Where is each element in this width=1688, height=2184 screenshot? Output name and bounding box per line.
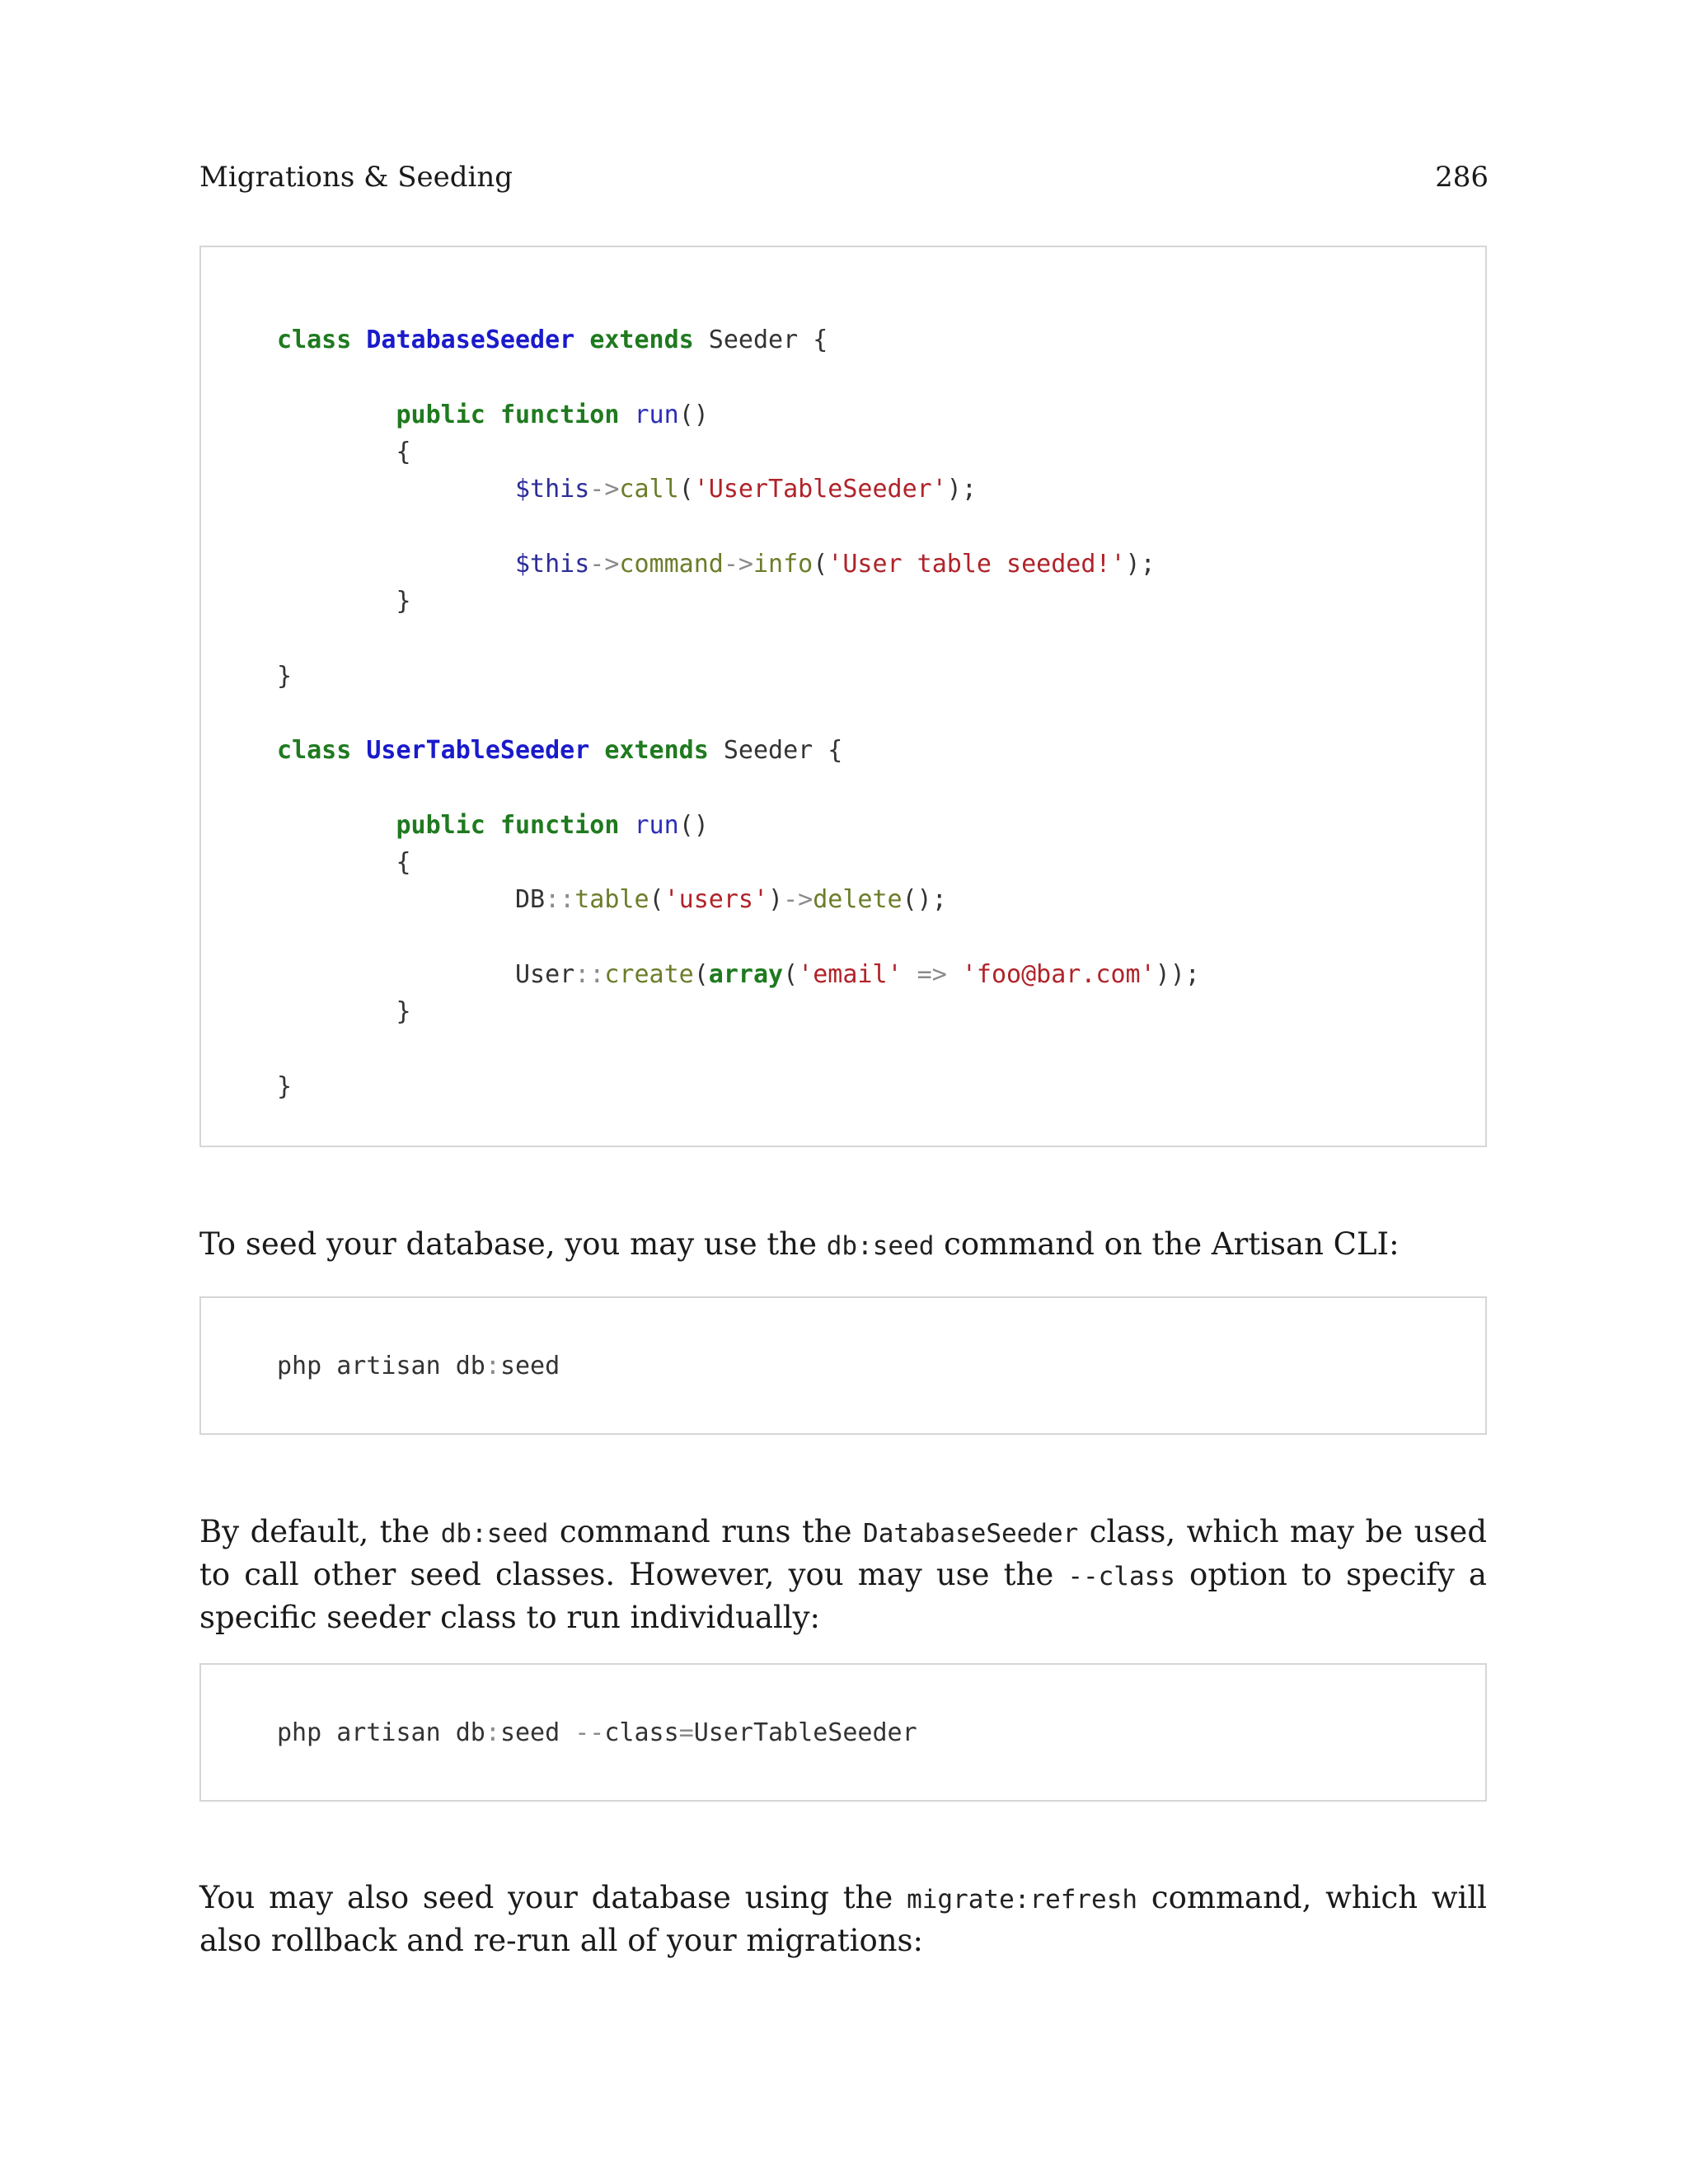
- code-text: );: [1125, 549, 1156, 579]
- code-text: Seeder {: [708, 736, 843, 766]
- text: command, which will also rollback and re-run all of your migrations:: [199, 1880, 1487, 1958]
- space: [485, 811, 500, 840]
- class-reference: User: [514, 960, 575, 990]
- operator: ->: [783, 885, 814, 915]
- space: [351, 736, 366, 765]
- text: option to specify a specific seeder class to run individually:: [199, 1557, 1487, 1635]
- code-line: {: [396, 437, 411, 466]
- code-line: }: [277, 1071, 293, 1101]
- code-line: }: [277, 661, 293, 691]
- code-line: [396, 811, 709, 840]
- code-block-seeder-classes: [199, 246, 1487, 1147]
- operator: --: [574, 1718, 605, 1747]
- paragraph-db-seed: [199, 1224, 1487, 1267]
- method-name: create: [604, 960, 694, 990]
- operator: ->: [589, 549, 620, 579]
- keyword: public: [396, 400, 485, 429]
- keyword: function: [499, 400, 620, 429]
- text: By default, the: [199, 1514, 441, 1549]
- method-name: call: [619, 475, 679, 504]
- code-line: [515, 885, 947, 914]
- class-name: UserTableSeeder: [366, 736, 590, 766]
- operator: ::: [574, 960, 605, 990]
- keyword: function: [499, 810, 620, 840]
- space: [589, 736, 604, 765]
- code-line: {: [396, 848, 411, 878]
- operator: =>: [917, 960, 947, 990]
- command-text: UserTableSeeder: [693, 1718, 917, 1747]
- space: [619, 401, 634, 429]
- space: [947, 960, 962, 989]
- operator: :: [485, 1718, 500, 1747]
- string-literal: 'foo@bar.com': [961, 960, 1156, 990]
- code-text: (: [783, 960, 799, 990]
- keyword: extends: [604, 736, 709, 766]
- code-line: [396, 401, 709, 429]
- operator: ->: [589, 475, 620, 504]
- text: You may also seed your database using the: [199, 1880, 907, 1915]
- operator: ->: [723, 549, 753, 579]
- class-reference: DB: [514, 885, 546, 915]
- code-text: ): [768, 885, 784, 915]
- inline-code: db:seed: [440, 1519, 549, 1549]
- code-text: );: [946, 475, 977, 504]
- code-text: ();: [902, 885, 947, 915]
- code-line: [515, 960, 1200, 989]
- string-literal: 'User table seeded!': [828, 549, 1126, 579]
- paragraph-migrate-refresh: [199, 1877, 1487, 1961]
- space: [574, 326, 589, 354]
- code-block-seed-command: [199, 1296, 1487, 1435]
- keyword: class: [277, 326, 352, 354]
- text: class, which may be used to call other seed classes. However, you may use the: [199, 1514, 1487, 1592]
- variable: $this: [514, 475, 590, 504]
- code-listing: [277, 321, 1200, 1105]
- section-title: Migrations & Seeding: [199, 161, 513, 194]
- code-line: }: [396, 587, 411, 616]
- space: [903, 960, 917, 989]
- code-text: (: [649, 885, 664, 915]
- keyword: extends: [589, 326, 694, 354]
- string-literal: 'email': [798, 960, 903, 990]
- code-text: (): [678, 400, 709, 429]
- method-name: table: [574, 885, 649, 915]
- code-line: [277, 736, 842, 765]
- operator: ::: [545, 885, 575, 915]
- running-header: [199, 157, 1489, 198]
- class-name: DatabaseSeeder: [366, 326, 575, 354]
- inline-code: db:seed: [826, 1231, 935, 1261]
- method-name: command: [619, 549, 724, 579]
- text: To seed your database, you may use the: [199, 1226, 827, 1262]
- command-text: class: [604, 1718, 679, 1747]
- operator: :: [485, 1352, 500, 1380]
- variable: $this: [514, 549, 590, 579]
- inline-code: --class: [1067, 1562, 1175, 1591]
- operator: =: [678, 1718, 694, 1747]
- command-text: seed: [499, 1718, 575, 1747]
- code-listing: [277, 1347, 560, 1385]
- keyword: class: [277, 736, 352, 766]
- text: command runs the: [548, 1514, 864, 1549]
- string-literal: 'UserTableSeeder': [693, 475, 947, 504]
- inline-code: migrate:refresh: [907, 1885, 1138, 1915]
- method-name: delete: [813, 885, 903, 915]
- code-line: [277, 326, 828, 354]
- code-line: [515, 475, 977, 504]
- command-text: seed: [499, 1352, 560, 1380]
- code-listing: [277, 1714, 917, 1751]
- code-text: ));: [1155, 960, 1200, 990]
- code-text: (: [813, 549, 828, 579]
- code-line: }: [396, 997, 411, 1027]
- command-text: php artisan db: [277, 1718, 485, 1747]
- function-name: run: [634, 400, 679, 429]
- text: command on the Artisan CLI:: [934, 1226, 1400, 1262]
- keyword: array: [708, 960, 784, 990]
- string-literal: 'users': [663, 885, 769, 915]
- code-text: (): [678, 810, 709, 840]
- code-text: Seeder {: [693, 326, 828, 354]
- page-number: 286: [1435, 161, 1489, 194]
- space: [485, 401, 500, 429]
- space: [351, 326, 366, 354]
- inline-code: DatabaseSeeder: [863, 1519, 1079, 1549]
- code-text: (: [693, 960, 709, 990]
- code-line: [515, 550, 1156, 579]
- code-text: (: [678, 475, 694, 504]
- keyword: public: [396, 810, 485, 840]
- space: [619, 811, 634, 840]
- paragraph-default-seeder: [199, 1511, 1487, 1638]
- method-name: info: [753, 549, 814, 579]
- function-name: run: [634, 810, 679, 840]
- code-block-seed-class-command: [199, 1663, 1487, 1802]
- command-text: php artisan db: [277, 1352, 485, 1380]
